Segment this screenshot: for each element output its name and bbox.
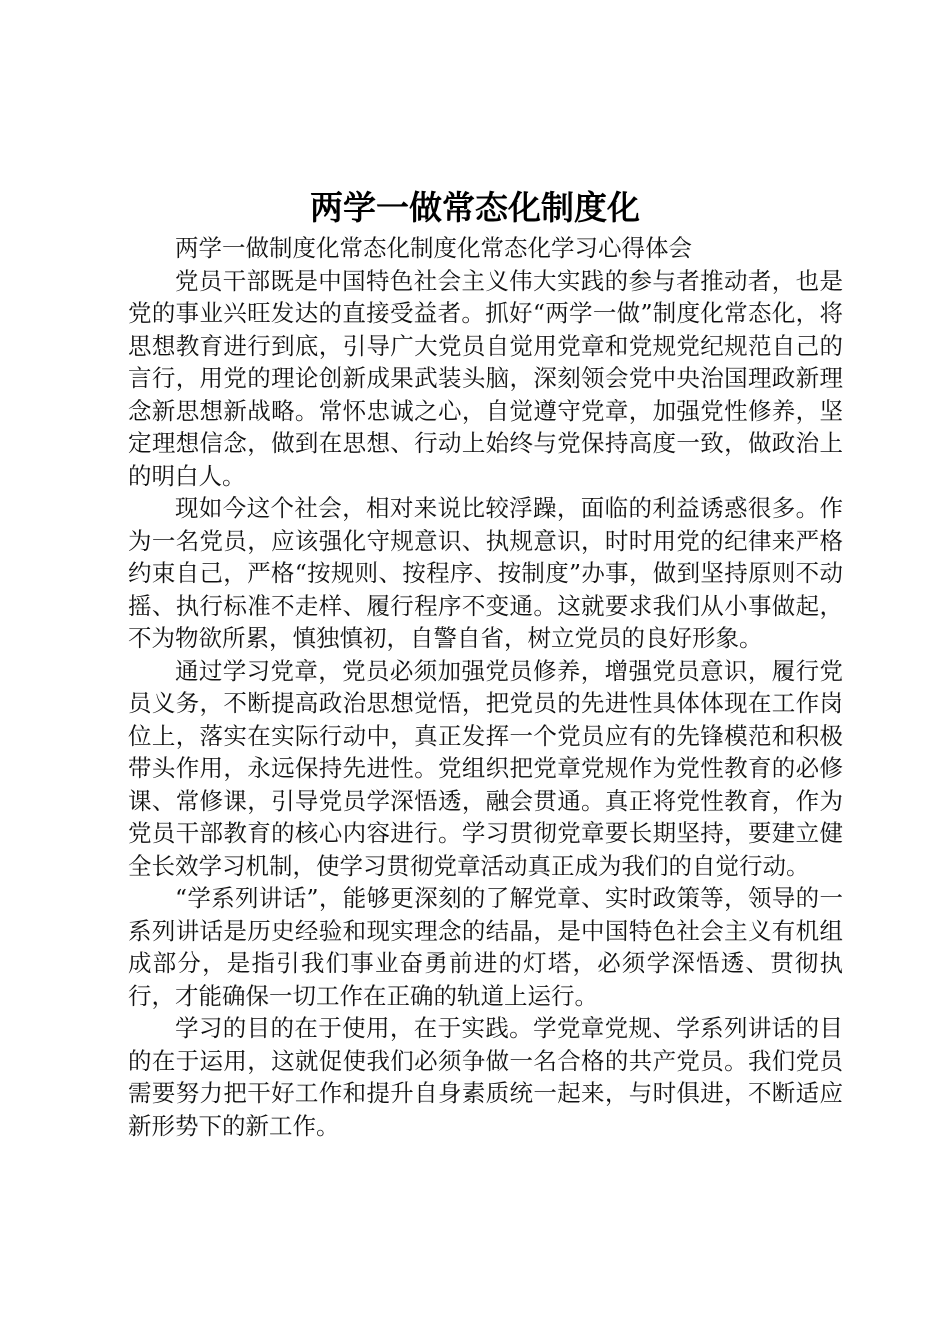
paragraph: 现如今这个社会，相对来说比较浮躁，面临的利益诱惑很多。作为一名党员，应该强化守规意识、执规意识，时时用党的纪律来严格约束自己，严格“按规则、按程序、按制度”办事，做到坚持原则不动摇、执行标准不走样、履行程序不变通。这就要求我们从小事做起，不为物欲所累，慎独慎初，自警自省，树立党员的良好形象。 — [128, 494, 843, 652]
document-subtitle: 两学一做制度化常态化制度化常态化学习心得体会 — [175, 234, 692, 262]
paragraph: “学系列讲话”，能够更深刻的了解党章、实时政策等，领导的一系列讲话是历史经验和现实理念的结晶，是中国特色社会主义有机组成部分，是指引我们事业奋勇前进的灯塔，必须学深悟透、贯彻执行，才能确保一切工作在正确的轨道上运行。 — [128, 884, 843, 1010]
paragraph: 学习的目的在于使用，在于实践。学党章党规、学系列讲话的目的在于运用，这就促使我们必须争做一名合格的共产党员。我们党员需要努力把干好工作和提升自身素质统一起来，与时俱进，不断适应新形势下的新工作。 — [128, 1014, 843, 1140]
document-body — [128, 232, 843, 1142]
paragraph: 通过学习党章，党员必须加强党员修养，增强党员意识，履行党员义务，不断提高政治思想觉悟，把党员的先进性具体体现在工作岗位上，落实在实际行动中，真正发挥一个党员应有的先锋模范和积极带头作用，永远保持先进性。党组织把党章党规作为党性教育的必修课、常修课，引导党员学深悟透，融会贯通。真正将党性教育，作为党员干部教育的核心内容进行。学习贯彻党章要长期坚持，要建立健全长效学习机制，使学习贯彻党章活动真正成为我们的自觉行动。 — [128, 656, 843, 880]
document-title: 两学一做常态化制度化 — [310, 188, 640, 227]
paragraph: 党员干部既是中国特色社会主义伟大实践的参与者推动者，也是党的事业兴旺发达的直接受益者。抓好“两学一做”制度化常态化，将思想教育进行到底，引导广大党员自觉用党章和党规党纪规范自己的言行，用党的理论创新成果武装头脑，深刻领会党中央治国理政新理念新思想新战略。常怀忠诚之心，自觉遵守党章，加强党性修养，坚定理想信念，做到在思想、行动上始终与党保持高度一致，做政治上的明白人。 — [128, 266, 843, 490]
